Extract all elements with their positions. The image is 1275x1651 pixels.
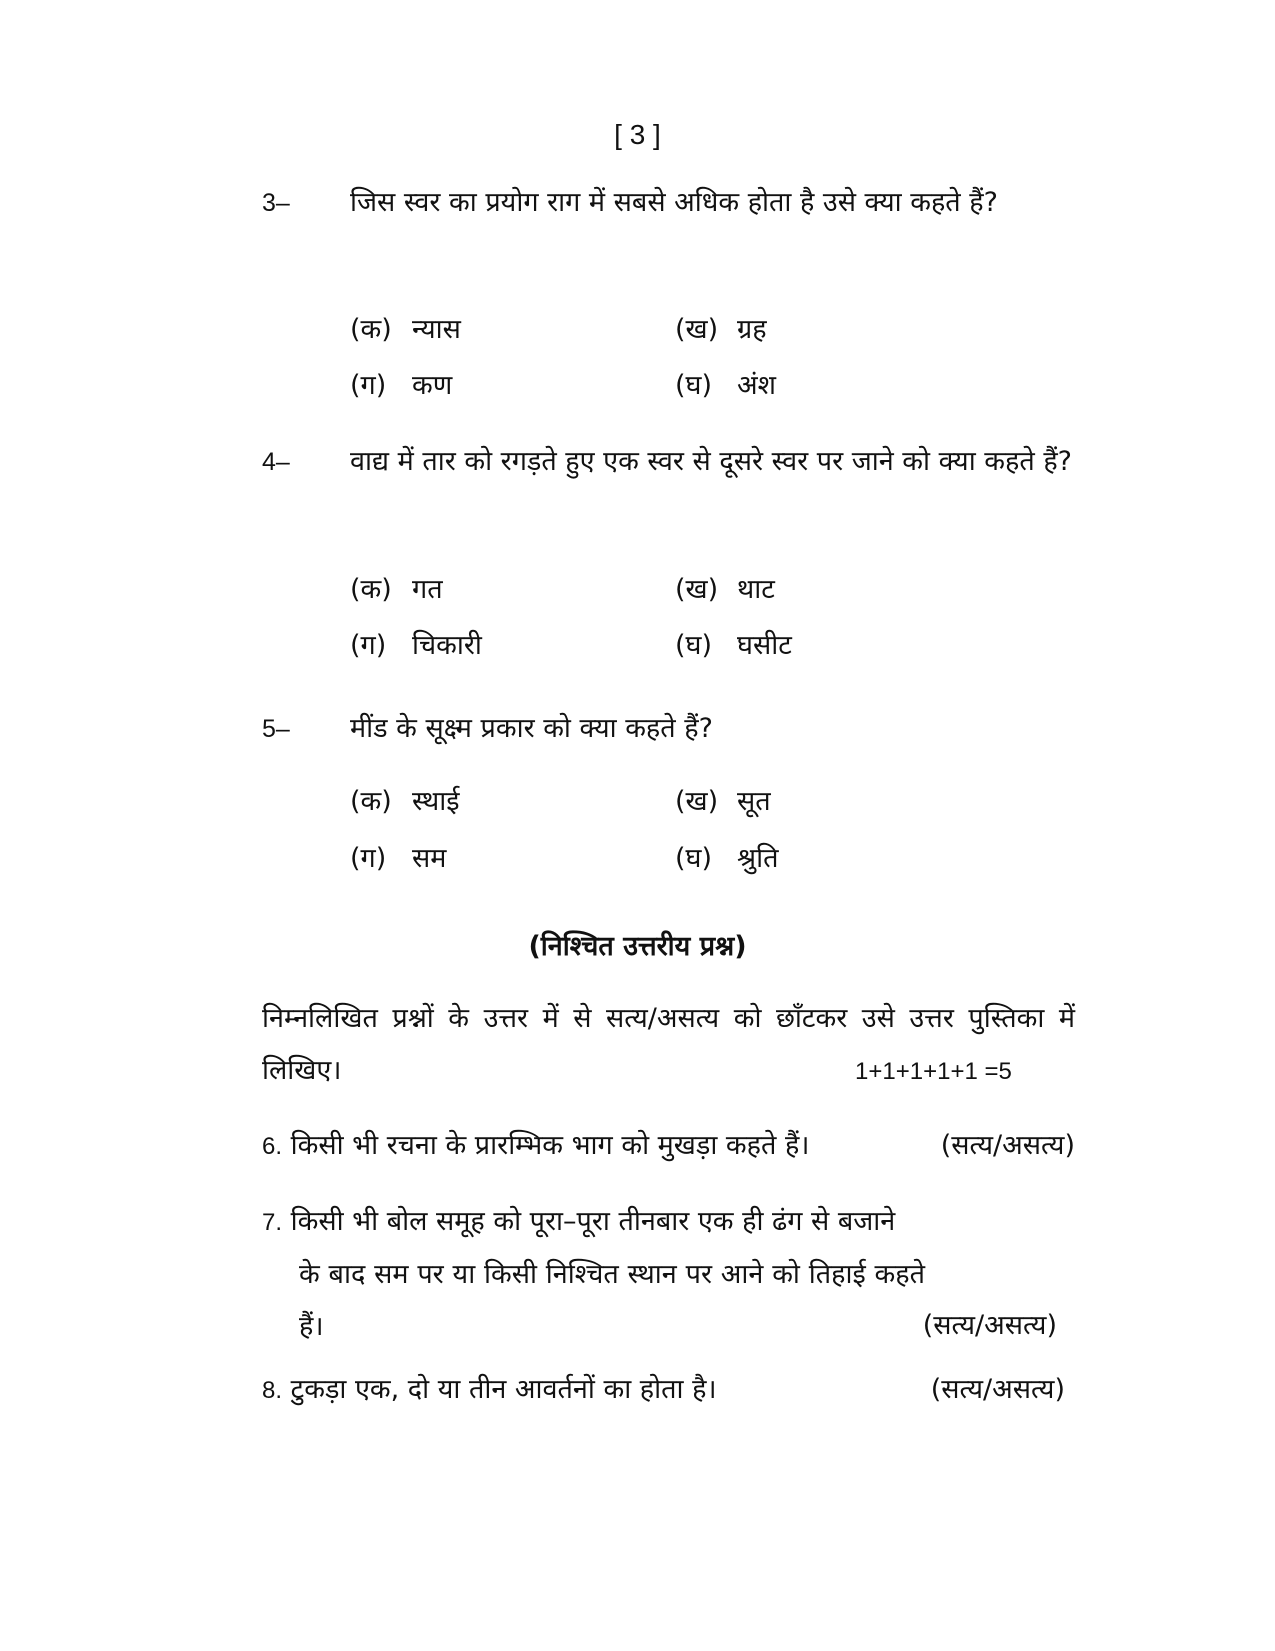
option-gha — [675, 839, 779, 879]
option-kha — [675, 570, 775, 610]
option-text: न्यास — [412, 314, 461, 345]
statement-6 — [262, 1120, 1075, 1173]
option-ga — [350, 626, 482, 666]
statement-text: टुकड़ा एक, दो या तीन आवर्तनों का होता है। — [290, 1374, 717, 1405]
option-kha — [675, 310, 767, 350]
option-kha — [675, 782, 771, 822]
option-label: (क) — [350, 314, 392, 345]
option-text: थाट — [737, 574, 775, 605]
statement-number: 7. — [262, 1209, 283, 1236]
option-ka — [350, 310, 461, 350]
question-text: वाद्य में तार को रगड़ते हुए एक स्वर से दूसरे स्वर पर जाने को क्या कहते हैं? — [350, 446, 1072, 477]
question-number: 4– — [262, 448, 290, 476]
statement-number: 8. — [262, 1377, 283, 1404]
page-number: [ 3 ] — [614, 119, 661, 150]
option-label: (ग) — [350, 370, 387, 401]
option-text: गत — [412, 574, 443, 605]
option-text: ग्रह — [737, 314, 767, 345]
option-text: घसीट — [737, 630, 792, 661]
question-number: 5– — [262, 715, 290, 743]
question-text: जिस स्वर का प्रयोग राग में सबसे अधिक होता है उसे क्या कहते हैं? — [350, 187, 998, 218]
option-ga — [350, 839, 446, 879]
option-text: सूत — [737, 786, 771, 817]
option-gha — [675, 626, 792, 666]
option-text: स्थाई — [412, 786, 460, 817]
option-label: (ख) — [675, 574, 719, 605]
option-label: (घ) — [675, 843, 713, 874]
option-gha — [675, 366, 776, 406]
true-false-choice: (सत्य/असत्य) — [930, 1374, 1065, 1405]
option-text: चिकारी — [412, 630, 482, 661]
option-label: (घ) — [675, 630, 713, 661]
option-ka — [350, 570, 443, 610]
option-text: अंश — [737, 370, 776, 401]
question-text: मींड के सूक्ष्म प्रकार को क्या कहते हैं? — [350, 713, 713, 744]
statement-text-line1: किसी भी बोल समूह को पूरा–पूरा तीनबार एक ही ढंग से बजाने — [290, 1206, 896, 1237]
section-heading: (निश्चित उत्तरीय प्रश्न) — [528, 931, 747, 962]
question-number: 3– — [262, 189, 290, 217]
statement-8 — [262, 1364, 1075, 1417]
statement-number: 6. — [262, 1133, 283, 1160]
option-label: (ख) — [675, 786, 719, 817]
statement-text-rest: के बाद सम पर या किसी निश्चित स्थान पर आने को तिहाई कहते हैं। — [299, 1259, 925, 1342]
instruction-text: निम्नलिखित प्रश्नों के उत्तर में से सत्य/असत्य को छाँटकर उसे उत्तर पुस्तिका में लिखिए। — [262, 1003, 1075, 1086]
option-label: (क) — [350, 574, 392, 605]
option-text: कण — [412, 370, 453, 401]
option-label: (ग) — [350, 843, 387, 874]
marks-distribution: 1+1+1+1+1 =5 — [855, 1058, 1012, 1085]
option-text: श्रुति — [737, 843, 779, 874]
option-text: सम — [412, 843, 447, 874]
option-ga — [350, 366, 452, 406]
option-ka — [350, 782, 459, 822]
option-label: (ख) — [675, 314, 719, 345]
true-false-choice: (सत्य/असत्य) — [940, 1130, 1075, 1161]
true-false-choice: (सत्य/असत्य) — [922, 1310, 1057, 1341]
option-label: (घ) — [675, 370, 713, 401]
option-label: (ग) — [350, 630, 387, 661]
option-label: (क) — [350, 786, 392, 817]
statement-text: किसी भी रचना के प्रारम्भिक भाग को मुखड़ा कहते हैं। — [290, 1130, 810, 1161]
